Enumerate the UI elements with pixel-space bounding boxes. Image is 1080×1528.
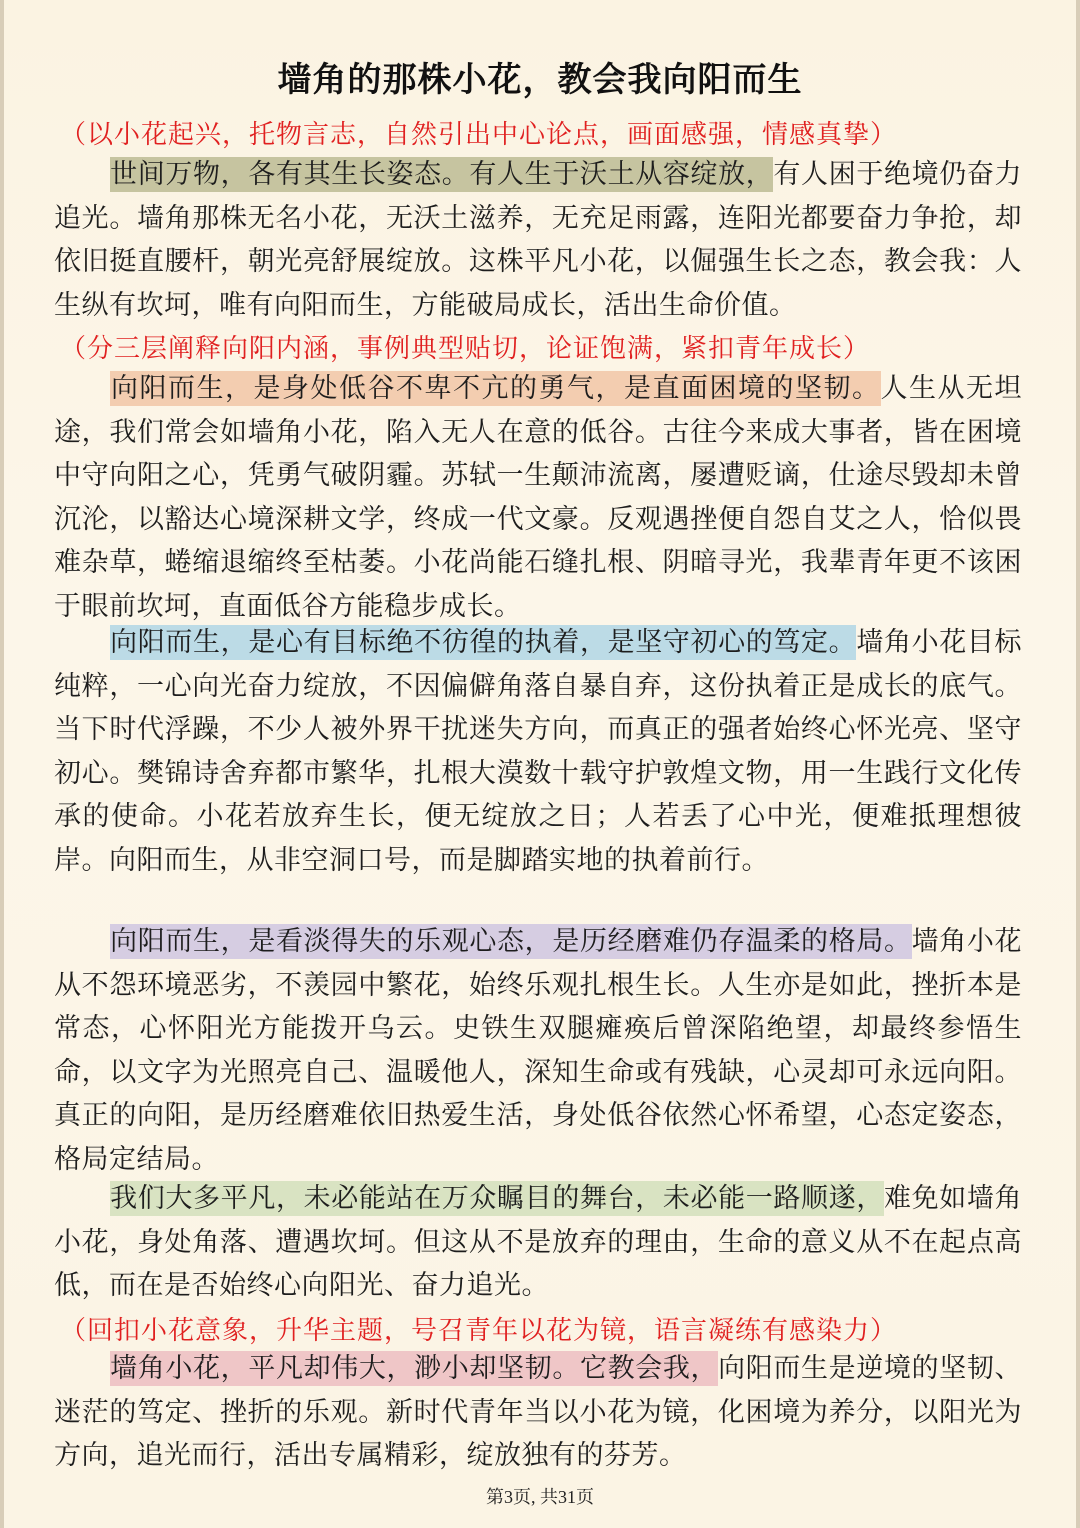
highlight-6: 墙角小花，平凡却伟大，渺小却坚韧。它教会我， bbox=[110, 1353, 719, 1384]
paragraph-6-text: 向阳而生是逆境的坚韧、迷茫的笃定、挫折的乐观。新时代青年当以小花为镜，化困境为养分，以阳光为方向，追光而行，活出专属精彩，绽放独有的芬芳。 bbox=[54, 1353, 1023, 1471]
annotation-conclusion: （回扣小花意象，升华主题，号召青年以花为镜，语言凝练有感染力） bbox=[60, 1316, 898, 1346]
paragraph-4-text: 墙角小花从不怨环境恶劣，不羡园中繁花，始终乐观扎根生长。人生亦是如此，挫折本是常态，心怀阳光方能拨开乌云。史铁生双腿瘫痪后曾深陷绝望，却最终参悟生命，以文字为光照亮自己、温暖他人，深知生命或有残缺，心灵却可永远向阳。真正的向阳，是历经磨难依旧热爱生活，身处低谷依然心怀希望，心态定姿态，格局定结局。 bbox=[54, 926, 1023, 1175]
paragraph-3-text: 墙角小花目标纯粹，一心向光奋力绽放，不因偏僻角落自暴自弃，这份执着正是成长的底气。当下时代浮躁，不少人被外界干扰迷失方向，而真正的强者始终心怀光亮、坚守初心。樊锦诗舍弃都市繁华，扎根大漠数十载守护敦煌文物，用一生践行文化传承的使命。小花若放弃生长，便无绽放之日；人若丢了心中光，便难抵理想彼岸。向阳而生，从非空洞口号，而是脚踏实地的执着前行。 bbox=[54, 627, 1023, 876]
paragraph-4 bbox=[54, 920, 1022, 1181]
paragraph-3 bbox=[54, 621, 1022, 882]
highlight-3: 向阳而生，是心有目标绝不彷徨的执着，是坚守初心的笃定。 bbox=[110, 627, 857, 658]
highlight-5: 我们大多平凡，未必能站在万众瞩目的舞台，未必能一路顺遂， bbox=[110, 1183, 884, 1214]
paragraph-6 bbox=[54, 1347, 1022, 1478]
paragraph-5 bbox=[54, 1177, 1022, 1308]
highlight-2: 向阳而生，是身处低谷不卑不亢的勇气，是直面困境的坚韧。 bbox=[110, 373, 881, 404]
highlight-4: 向阳而生，是看淡得失的乐观心态，是历经磨难仍存温柔的格局。 bbox=[110, 926, 912, 957]
paragraph-2 bbox=[54, 367, 1022, 628]
annotation-intro: （以小花起兴，托物言志，自然引出中心论点，画面感强，情感真挚） bbox=[60, 120, 898, 150]
highlight-1: 世间万物，各有其生长姿态。有人生于沃土从容绽放， bbox=[110, 159, 774, 190]
page-edge-left bbox=[0, 0, 4, 1528]
paragraph-2-text: 人生从无坦途，我们常会如墙角小花，陷入无人在意的低谷。古往今来成大事者，皆在困境中守向阳之心，凭勇气破阴霾。苏轼一生颠沛流离，屡遭贬谪，仕途尽毁却未曾沉沦，以豁达心境深耕文学，终成一代文豪。反观遇挫便自怨自艾之人，恰似畏难杂草，蜷缩退缩终至枯萎。小花尚能石缝扎根、阴暗寻光，我辈青年更不该困于眼前坎坷，直面低谷方能稳步成长。 bbox=[54, 373, 1022, 622]
paragraph-1 bbox=[54, 153, 1022, 327]
annotation-body: （分三层阐释向阳内涵，事例典型贴切，论证饱满，紧扣青年成长） bbox=[60, 334, 871, 364]
page-edge-right bbox=[1076, 0, 1080, 1528]
paragraph-1-text: 有人困于绝境仍奋力追光。墙角那株无名小花，无沃土滋养，无充足雨露，连阳光都要奋力争抢，却依旧挺直腰杆，朝光亮舒展绽放。这株平凡小花，以倔强生长之态，教会我：人生纵有坎坷，唯有向阳而生，方能破局成长，活出生命价值。 bbox=[54, 159, 1023, 321]
paragraph-5-text: 难免如墙角小花，身处角落、遭遇坎坷。但这从不是放弃的理由，生命的意义从不在起点高低，而在是否始终心向阳光、奋力追光。 bbox=[54, 1183, 1022, 1301]
page-number: 第3页, 共31页 bbox=[486, 1487, 594, 1507]
essay-title: 墙角的那株小花，教会我向阳而生 bbox=[277, 60, 803, 100]
